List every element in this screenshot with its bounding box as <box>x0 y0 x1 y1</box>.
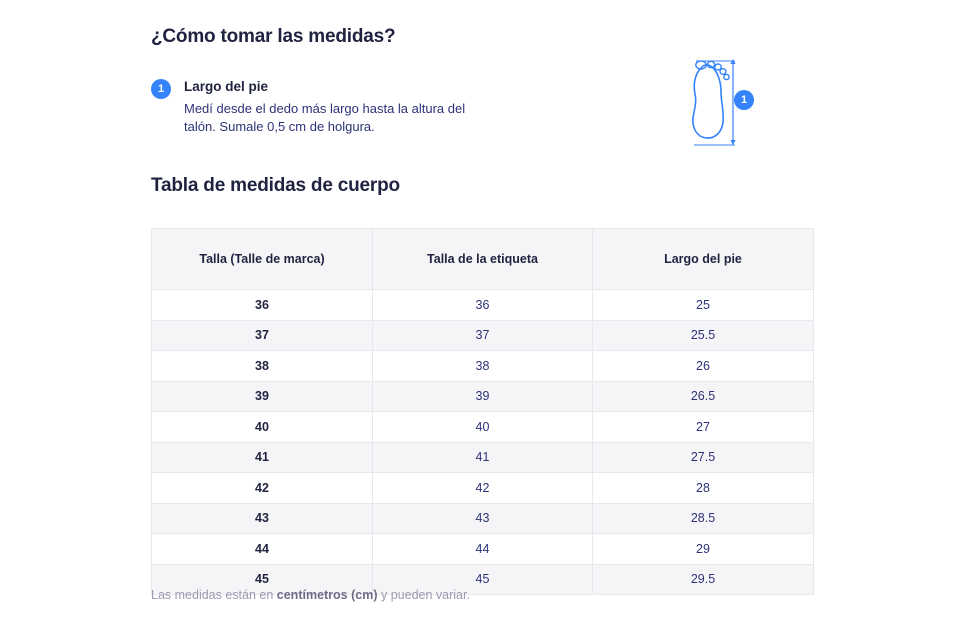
cell-foot-length: 25.5 <box>593 320 814 351</box>
cell-brand-size: 37 <box>152 320 373 351</box>
cell-label-size: 43 <box>373 503 593 534</box>
table-body <box>152 290 814 595</box>
table-row <box>152 442 814 473</box>
cell-foot-length: 26 <box>593 351 814 382</box>
cell-brand-size: 43 <box>152 503 373 534</box>
table-row <box>152 503 814 534</box>
cell-foot-length: 26.5 <box>593 381 814 412</box>
cell-label-size: 39 <box>373 381 593 412</box>
table-row <box>152 412 814 443</box>
foot-outline-icon <box>672 52 782 160</box>
cell-foot-length: 29.5 <box>593 564 814 595</box>
cell-label-size: 36 <box>373 290 593 321</box>
cell-foot-length: 25 <box>593 290 814 321</box>
cell-label-size: 37 <box>373 320 593 351</box>
cell-foot-length: 27.5 <box>593 442 814 473</box>
cell-brand-size: 38 <box>152 351 373 382</box>
cell-foot-length: 27 <box>593 412 814 443</box>
table-row <box>152 381 814 412</box>
table-title: Tabla de medidas de cuerpo <box>151 175 400 196</box>
table-header-row <box>152 229 814 290</box>
table-row <box>152 534 814 565</box>
cell-foot-length: 28 <box>593 473 814 504</box>
table-row <box>152 290 814 321</box>
table-row <box>152 351 814 382</box>
column-header-label-size: Talla de la etiqueta <box>373 229 593 290</box>
table-header <box>152 229 814 290</box>
cell-brand-size: 40 <box>152 412 373 443</box>
step-description: Medí desde el dedo más largo hasta la altura del talón. Sumale 0,5 cm de holgura. <box>184 101 466 134</box>
cell-brand-size: 36 <box>152 290 373 321</box>
cell-label-size: 41 <box>373 442 593 473</box>
cell-label-size: 44 <box>373 534 593 565</box>
size-table <box>151 228 814 595</box>
footnote-suffix: y pueden variar. <box>377 588 470 602</box>
footnote <box>151 588 470 602</box>
cell-brand-size: 42 <box>152 473 373 504</box>
cell-label-size: 42 <box>373 473 593 504</box>
step-title: Largo del pie <box>184 79 269 94</box>
cell-label-size: 38 <box>373 351 593 382</box>
cell-label-size: 45 <box>373 564 593 595</box>
table-row <box>152 320 814 351</box>
column-header-brand-size: Talla (Talle de marca) <box>152 229 373 290</box>
step-number-badge: 1 <box>151 79 171 99</box>
cell-foot-length: 29 <box>593 534 814 565</box>
cell-label-size: 40 <box>373 412 593 443</box>
measure-step-1 <box>151 78 591 136</box>
table-row <box>152 473 814 504</box>
foot-diagram <box>672 52 782 160</box>
cell-brand-size: 44 <box>152 534 373 565</box>
footnote-strong: centímetros (cm) <box>276 588 378 602</box>
cell-foot-length: 28.5 <box>593 503 814 534</box>
cell-brand-size: 41 <box>152 442 373 473</box>
diagram-step-badge: 1 <box>734 90 754 110</box>
cell-brand-size: 45 <box>152 564 373 595</box>
column-header-foot-length: Largo del pie <box>593 229 814 290</box>
size-table-wrapper <box>151 228 804 595</box>
cell-brand-size: 39 <box>152 381 373 412</box>
page-title: ¿Cómo tomar las medidas? <box>151 26 396 47</box>
footnote-prefix: Las medidas están en <box>151 588 277 602</box>
